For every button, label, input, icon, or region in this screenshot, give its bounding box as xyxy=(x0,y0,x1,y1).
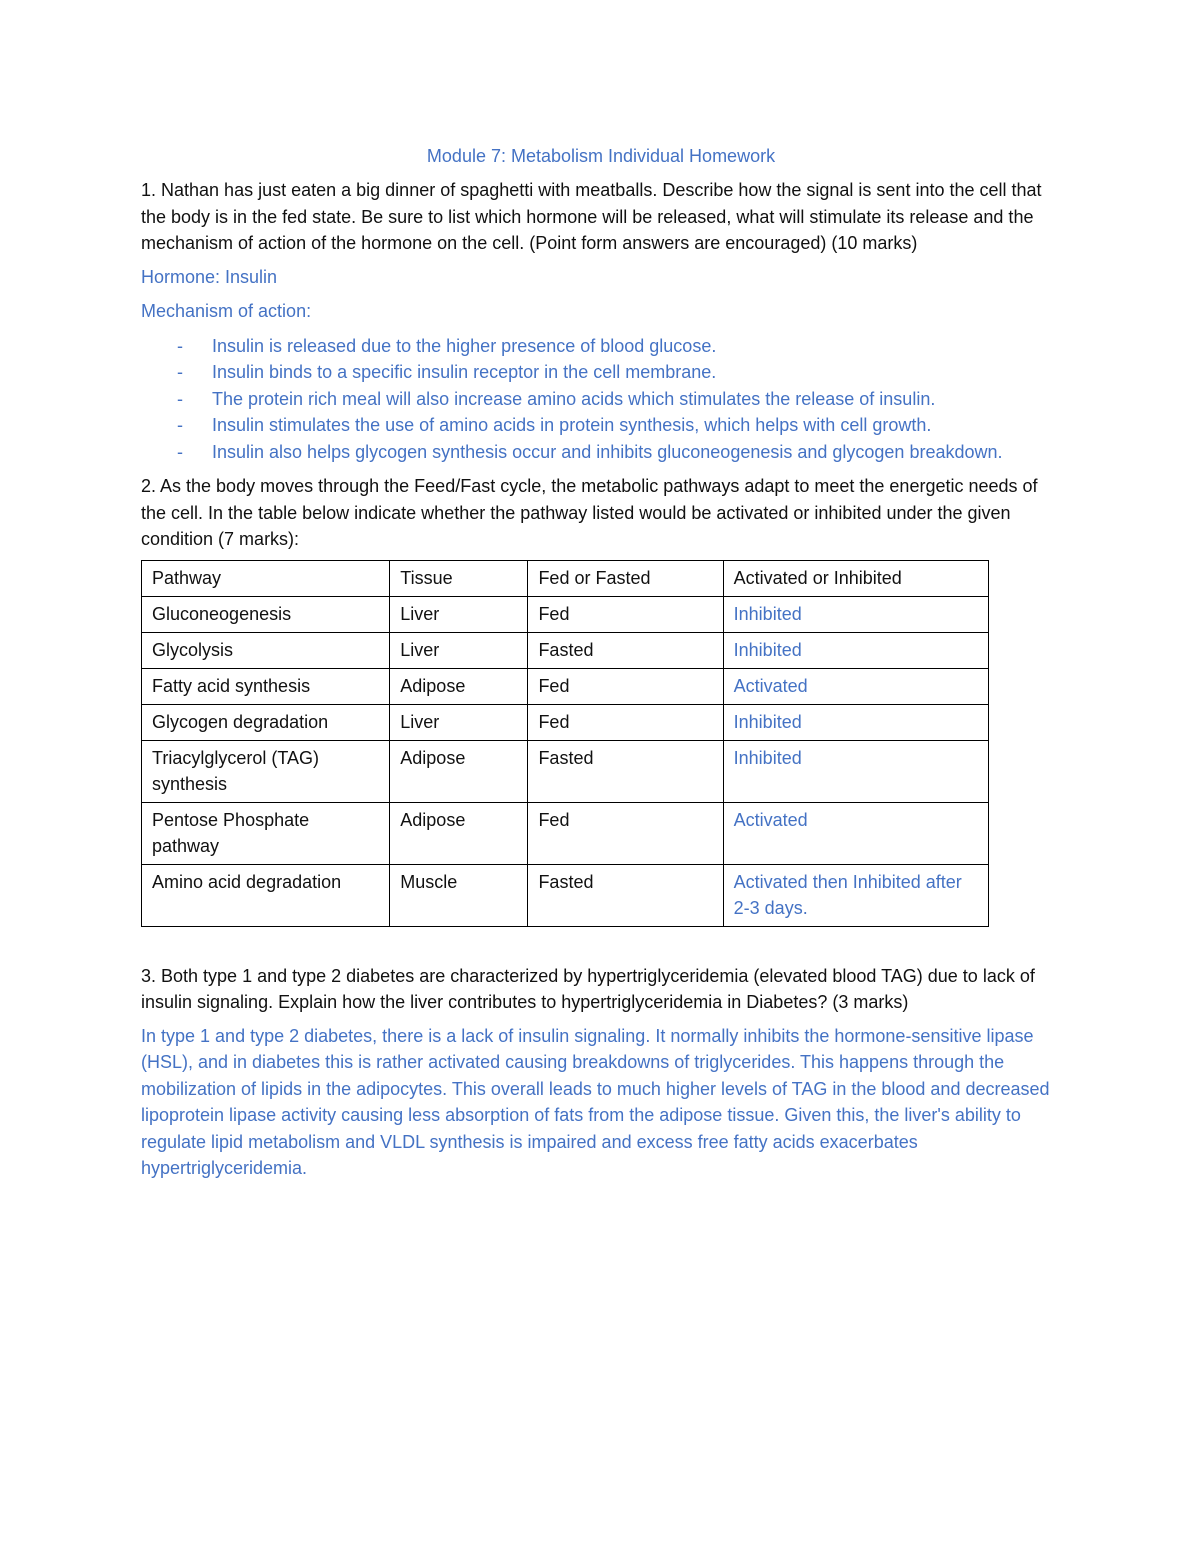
table-row xyxy=(142,864,989,926)
table-row xyxy=(142,596,989,632)
header-activated-or-inhibited: Activated or Inhibited xyxy=(723,560,988,596)
table-row xyxy=(142,802,989,864)
tissue-cell: Liver xyxy=(390,596,528,632)
pathway-cell: Gluconeogenesis xyxy=(142,596,390,632)
bullet-dash: - xyxy=(177,415,183,435)
result-cell: Inhibited xyxy=(723,596,988,632)
tissue-cell: Liver xyxy=(390,632,528,668)
header-tissue: Tissue xyxy=(390,560,528,596)
result-cell: Inhibited xyxy=(723,704,988,740)
bullet-dash: - xyxy=(177,362,183,382)
hormone-answer: Hormone: Insulin xyxy=(141,266,278,287)
document-content xyxy=(141,143,1061,1182)
mechanism-list xyxy=(141,333,1061,466)
table-row xyxy=(142,704,989,740)
tissue-cell: Adipose xyxy=(390,802,528,864)
header-pathway: Pathway xyxy=(142,560,390,596)
question-1-text: 1. Nathan has just eaten a big dinner of spaghetti with meatballs. Describe how the signal is sent into the cell that the body is in the fed state. Be sure to list which hormone will be released, what will stimulate its release and the mechanism of action of the hormone on the cell. (Point form answers are encouraged) (10 marks) xyxy=(141,180,1042,253)
result-cell: Inhibited xyxy=(723,632,988,668)
bullet-text: Insulin is released due to the higher presence of blood glucose. xyxy=(212,335,717,356)
state-cell: Fed xyxy=(528,704,723,740)
bullet-text: The protein rich meal will also increase amino acids which stimulates the release of insulin. xyxy=(212,388,936,409)
state-cell: Fed xyxy=(528,802,723,864)
mechanism-label: Mechanism of action: xyxy=(141,301,312,321)
header-fed-or-fasted: Fed or Fasted xyxy=(528,560,723,596)
bullet-text: Insulin stimulates the use of amino acids in protein synthesis, which helps with cell growth. xyxy=(212,415,932,435)
pathway-cell: Amino acid degradation xyxy=(142,864,390,926)
pathway-cell: Glycolysis xyxy=(142,632,390,668)
bullet-text: Insulin also helps glycogen synthesis occur and inhibits gluconeogenesis and glycogen breakdown. xyxy=(212,441,1003,462)
pathway-cell: Fatty acid synthesis xyxy=(142,668,390,704)
tissue-cell: Liver xyxy=(390,704,528,740)
state-cell: Fasted xyxy=(528,632,723,668)
state-cell: Fed xyxy=(528,668,723,704)
result-cell: Activated xyxy=(723,802,988,864)
tissue-cell: Adipose xyxy=(390,668,528,704)
list-item xyxy=(141,359,1061,386)
result-cell: Activated xyxy=(723,668,988,704)
bullet-text: Insulin binds to a specific insulin receptor in the cell membrane. xyxy=(212,362,717,382)
table-row xyxy=(142,668,989,704)
pathway-cell: Triacylglycerol (TAG) synthesis xyxy=(142,740,390,802)
list-item xyxy=(141,412,1061,439)
question-3-text: 3. Both type 1 and type 2 diabetes are characterized by hypertriglyceridemia (elevated blood TAG) due to lack of insulin signaling. Explain how the liver contributes to hypertriglyceridemia in Diabetes? (3 marks) xyxy=(141,965,1035,1012)
page-title: Module 7: Metabolism Individual Homework xyxy=(426,146,776,166)
pathway-cell: Glycogen degradation xyxy=(142,704,390,740)
bullet-dash: - xyxy=(177,335,183,356)
list-item xyxy=(141,439,1061,466)
table-row xyxy=(142,632,989,668)
table-header-row xyxy=(142,560,989,596)
question-2-text: 2. As the body moves through the Feed/Fast cycle, the metabolic pathways adapt to meet the energetic needs of the cell. In the table below indicate whether the pathway listed would be activated or inhibited under the given condition (7 marks): xyxy=(141,476,1038,549)
result-cell: Inhibited xyxy=(723,740,988,802)
list-item xyxy=(141,333,1061,360)
list-item xyxy=(141,386,1061,413)
state-cell: Fasted xyxy=(528,740,723,802)
table-row xyxy=(142,740,989,802)
tissue-cell: Adipose xyxy=(390,740,528,802)
state-cell: Fed xyxy=(528,596,723,632)
pathway-table xyxy=(141,560,989,927)
bullet-dash: - xyxy=(177,441,183,462)
result-cell: Activated then Inhibited after 2-3 days. xyxy=(723,864,988,926)
tissue-cell: Muscle xyxy=(390,864,528,926)
bullet-dash: - xyxy=(177,388,183,409)
pathway-cell: Pentose Phosphate pathway xyxy=(142,802,390,864)
question-3-answer: In type 1 and type 2 diabetes, there is a lack of insulin signaling. It normally inhibits the hormone-sensitive lipase (HSL), and in diabetes this is rather activated causing breakdowns of triglycerides. This happens through the mobilization of lipids in the adipocytes. This overall leads to much higher levels of TAG in the blood and decreased lipoprotein lipase activity causing less absorption of fats from the adipose tissue. Given this, the liver's ability to regulate lipid metabolism and VLDL synthesis is impaired and excess free fatty acids exacerbates hypertriglyceridemia. xyxy=(141,1025,1050,1178)
state-cell: Fasted xyxy=(528,864,723,926)
